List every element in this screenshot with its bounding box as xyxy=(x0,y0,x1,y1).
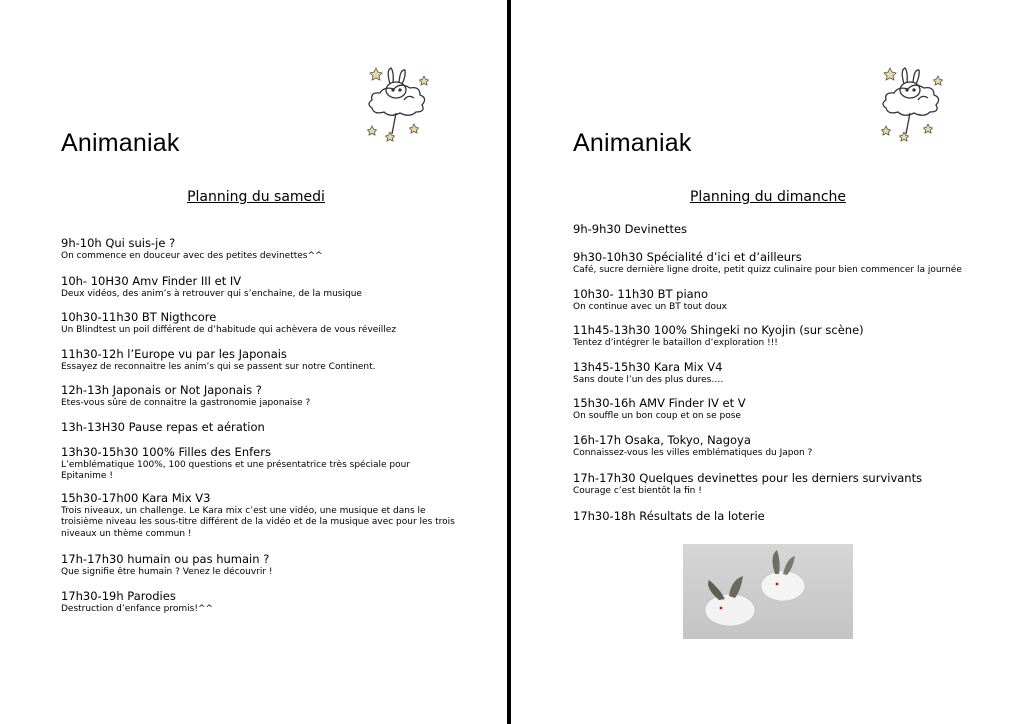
entry-title: 17h-17h30 Quelques devinettes pour les derniers survivants xyxy=(573,471,923,485)
entry-description: On commence en douceur avec des petites devinettes^^ xyxy=(61,251,323,261)
section-heading: Planning du dimanche xyxy=(689,189,847,205)
list-item xyxy=(61,236,456,263)
entry-title: 16h-17h Osaka, Tokyo, Nagoya xyxy=(573,432,751,447)
snow-bunnies-image xyxy=(683,544,853,639)
list-item xyxy=(61,491,456,541)
list-item xyxy=(61,589,456,616)
entry-title: 9h-9h30 Devinettes xyxy=(573,222,688,236)
bunny-on-cloud-logo xyxy=(876,60,948,144)
entry-description: On continue avec un BT tout doux xyxy=(573,301,728,312)
entry-title: 11h30-12h l’Europe vu par les Japonais xyxy=(61,346,287,361)
entry-description: Connaissez-vous les villes emblématiques du Japon ? xyxy=(573,447,813,458)
entry-title: 13h30-15h30 100% Filles des Enfers xyxy=(61,444,271,459)
list-item xyxy=(573,360,963,387)
list-item xyxy=(573,323,963,350)
page-title: Animaniak xyxy=(573,129,692,157)
list-item xyxy=(61,420,456,435)
list-item xyxy=(573,250,963,277)
entry-title: 15h30-17h00 Kara Mix V3 xyxy=(61,490,211,505)
entry-title: 11h45-13h30 100% Shingeki no Kyojin (sur scène) xyxy=(573,323,864,337)
page-title: Animaniak xyxy=(61,129,180,157)
list-item xyxy=(61,347,456,374)
entry-description: On souffle un bon coup et on se pose xyxy=(573,411,741,421)
list-item xyxy=(573,396,963,423)
entry-title: 10h- 10H30 Amv Finder III et IV xyxy=(61,273,242,288)
entry-description: Que signifie être humain ? Venez le découvrir ! xyxy=(61,567,273,577)
entry-title: 13h-13H30 Pause repas et aération xyxy=(61,419,265,434)
schedule-list xyxy=(573,222,963,524)
entry-description: Deux vidéos, des anim’s à retrouver qui s’enchaine, de la musique xyxy=(61,288,362,299)
entry-description: L’emblématique 100%, 100 questions et une présentatrice très spéciale pour Epitanime ! xyxy=(61,459,411,481)
entry-description: Café, sucre dernière ligne droite, petit quizz culinaire pour bien commencer la journée xyxy=(573,265,962,275)
list-item xyxy=(61,552,456,579)
entry-title: 12h-13h Japonais or Not Japonais ? xyxy=(61,383,262,397)
list-item xyxy=(573,471,963,498)
sunday-page xyxy=(511,0,1024,724)
entry-title: 15h30-16h AMV Finder IV et V xyxy=(573,396,746,410)
entry-title: 17h-17h30 humain ou pas humain ? xyxy=(61,552,270,566)
list-item xyxy=(61,445,456,483)
entry-title: 10h30-11h30 BT Nigthcore xyxy=(61,310,217,324)
list-item xyxy=(573,509,963,524)
list-item xyxy=(61,310,456,337)
entry-description: Destruction d’enfance promis!^^ xyxy=(61,603,214,614)
entry-title: 10h30- 11h30 BT piano xyxy=(573,286,709,301)
list-item xyxy=(573,222,963,237)
schedule-list xyxy=(61,236,456,615)
entry-description: Trois niveaux, un challenge. Le Kara mix c’est une vidéo, une musique et dans le troisième niveau les sous-titre différent de la vidéo et de la musique avec pour les trois niveaux un thème commun ! xyxy=(61,505,455,539)
entry-description: Tentez d’intégrer le bataillon d’exploration !!! xyxy=(573,338,778,348)
entry-title: 17h30-19h Parodies xyxy=(61,588,176,603)
entry-description: Sans doute l’un des plus dures…. xyxy=(573,374,724,385)
section-heading: Planning du samedi xyxy=(187,189,325,205)
entry-title: 17h30-18h Résultats de la loterie xyxy=(573,508,765,523)
list-item xyxy=(573,433,963,460)
list-item xyxy=(573,287,963,314)
entry-title: 9h30-10h30 Spécialité d’ici et d’ailleurs xyxy=(573,250,802,264)
entry-description: Courage c’est bientôt la fin ! xyxy=(573,486,702,496)
entry-description: Un Blindtest un poil différent de d’habitude qui achèvera de vous réveillez xyxy=(61,325,397,335)
list-item xyxy=(61,274,456,301)
list-item xyxy=(61,383,456,410)
entry-title: 13h45-15h30 Kara Mix V4 xyxy=(573,359,723,374)
saturday-page xyxy=(0,0,507,724)
entry-description: Essayez de reconnaitre les anim’s qui se passent sur notre Continent. xyxy=(61,361,376,372)
entry-title: 9h-10h Qui suis-je ? xyxy=(61,236,176,250)
bunny-on-cloud-logo xyxy=(362,60,434,144)
entry-description: Etes-vous sûre de connaitre la gastronomie japonaise ? xyxy=(61,398,311,408)
